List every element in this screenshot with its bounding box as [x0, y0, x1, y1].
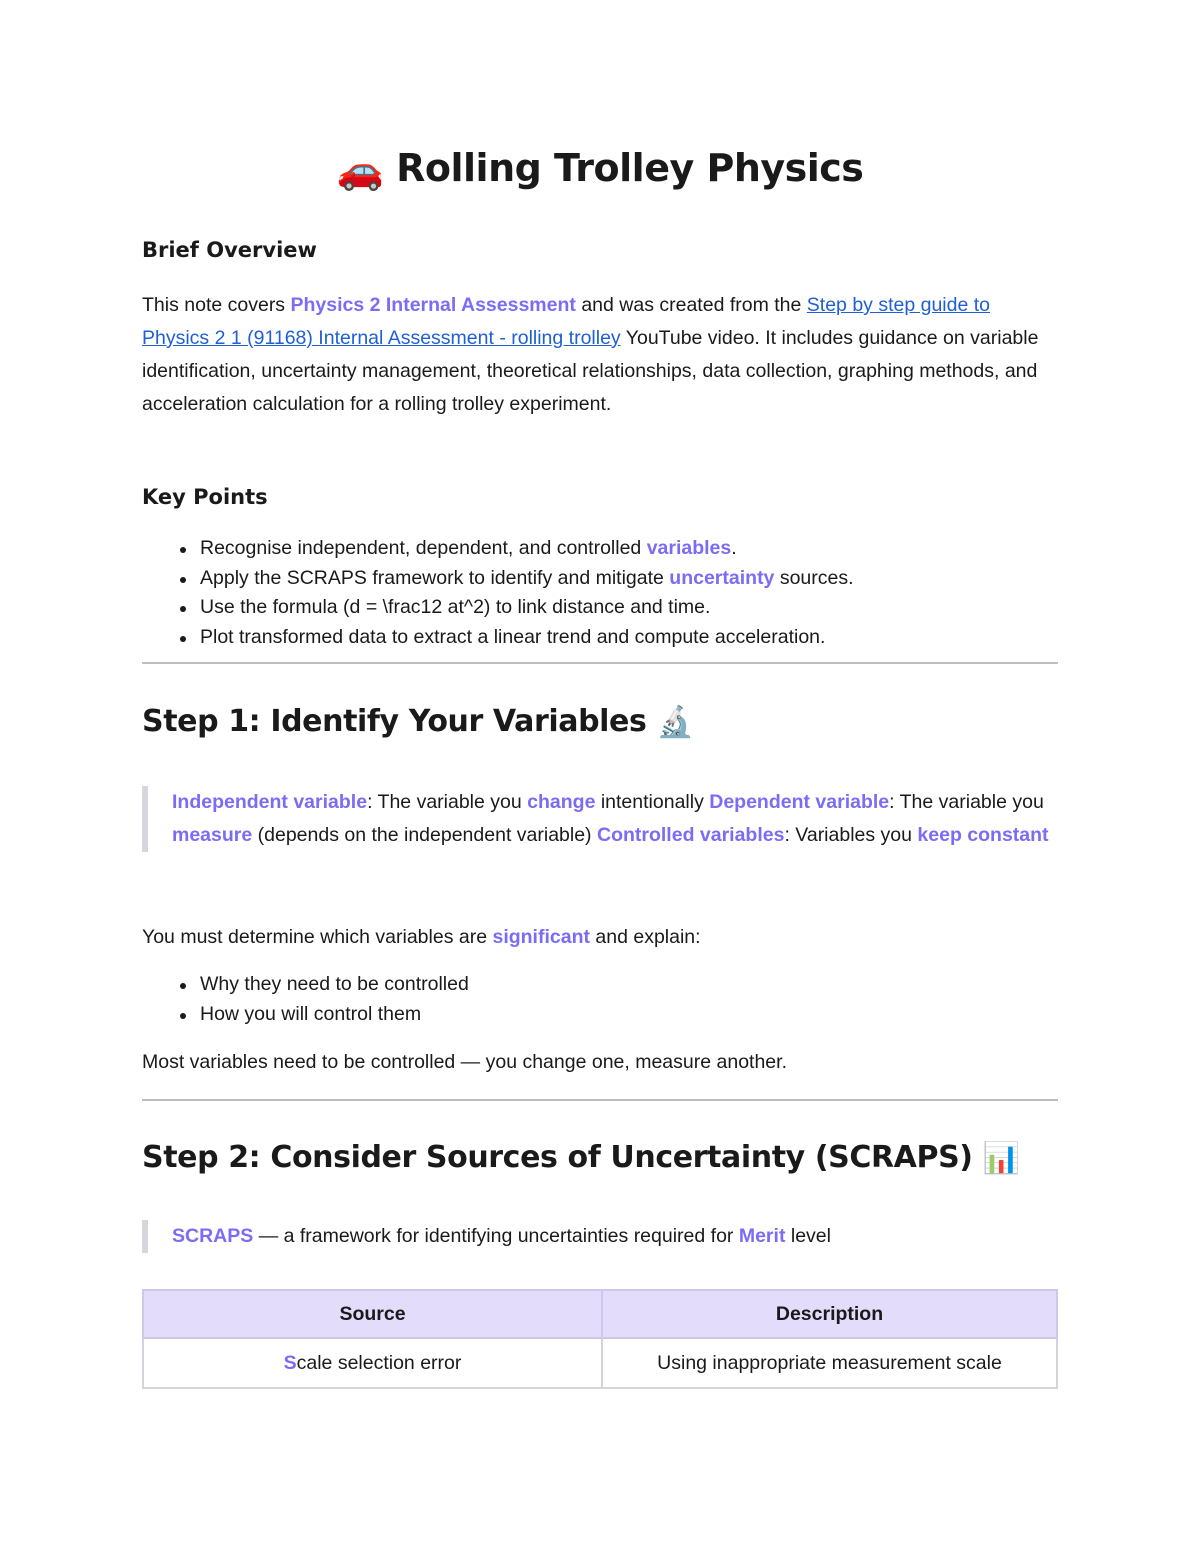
microscope-icon: 🔬: [656, 705, 694, 740]
callout-highlight: Merit: [738, 1225, 786, 1247]
scraps-callout: [142, 1220, 1058, 1253]
key-point-text: Apply the SCRAPS framework to identify and mitigate: [200, 566, 670, 589]
key-point-text: Recognise independent, dependent, and controlled: [200, 537, 647, 559]
column-header-source: Source: [143, 1290, 602, 1338]
list-item: [174, 564, 854, 594]
callout-text: — a framework for identifying uncertainties required for: [253, 1225, 739, 1247]
description-cell: Using inappropriate measurement scale: [602, 1338, 1057, 1388]
overview-text-3: YouTube video. It includes guidance on variable identification, uncertainty management, theoretical relationships, data collection, graphing methods, and acceleration calculation for a rolling trolley experiment.: [142, 327, 1039, 415]
callout-text: (depends on the independent variable): [252, 824, 597, 846]
section-divider: [142, 1099, 1058, 1101]
overview-heading: Brief Overview: [142, 238, 317, 262]
list-item: How you will control them: [174, 1000, 469, 1030]
list-item: [174, 623, 854, 653]
video-link[interactable]: Step by step guide to Physics 2 1 (91168) Internal Assessment - rolling trolley: [142, 294, 990, 349]
key-point-text: Plot transformed data to extract a linear trend and compute acceleration.: [200, 625, 826, 648]
callout-text: : The variable you: [367, 791, 528, 813]
paragraph-text-post: and explain:: [589, 926, 701, 948]
page-title: [142, 146, 1058, 193]
callout-text: : The variable you: [889, 791, 1044, 813]
page-title-text: Rolling Trolley Physics: [396, 146, 864, 190]
step1-heading-text: Step 1: Identify Your Variables: [142, 704, 647, 739]
section-divider: [142, 662, 1058, 664]
list-item: [174, 593, 854, 623]
column-header-description: Description: [602, 1290, 1057, 1338]
step2-heading: [142, 1140, 1020, 1176]
callout-highlight: measure: [172, 824, 253, 846]
source-cell: [143, 1338, 602, 1388]
step1-heading: [142, 704, 693, 740]
paragraph-text: You must determine which variables are: [142, 926, 493, 948]
controlled-summary: Most variables need to be controlled — you change one, measure another.: [142, 1051, 787, 1073]
table-row: [143, 1338, 1057, 1388]
key-point-highlight: uncertainty: [669, 566, 775, 589]
callout-highlight: SCRAPS: [172, 1225, 254, 1247]
callout-highlight: change: [527, 791, 596, 813]
list-item: [174, 534, 854, 564]
variables-callout: [142, 786, 1058, 852]
overview-paragraph: [142, 289, 1058, 421]
overview-highlight: Physics 2 Internal Assessment: [290, 294, 576, 316]
scraps-table: [142, 1289, 1058, 1389]
bar-chart-icon: 📊: [982, 1141, 1020, 1176]
key-points-list: [174, 534, 854, 652]
table-header-row: [143, 1290, 1057, 1338]
control-list: [174, 970, 469, 1029]
source-text: cale selection error: [296, 1351, 462, 1374]
car-icon: 🚗: [336, 148, 384, 192]
significant-paragraph: [142, 921, 1058, 954]
key-point-text-post: .: [731, 537, 737, 559]
key-point-highlight: variables: [646, 537, 732, 559]
overview-text-2: and was created from the: [575, 294, 807, 316]
key-point-text: Use the formula (d = \frac12 at^2) to link distance and time.: [200, 596, 711, 618]
callout-text: level: [785, 1225, 831, 1247]
overview-text-1: This note covers: [142, 294, 291, 316]
callout-text: intentionally: [595, 791, 710, 813]
list-item: Why they need to be controlled: [174, 970, 469, 1000]
callout-text: : Variables you: [784, 824, 918, 846]
key-points-heading: Key Points: [142, 485, 268, 509]
callout-highlight: Dependent variable: [709, 791, 890, 813]
callout-highlight: Controlled variables: [596, 824, 785, 846]
callout-highlight: keep constant: [917, 824, 1049, 846]
paragraph-highlight: significant: [492, 926, 590, 948]
step2-heading-text: Step 2: Consider Sources of Uncertainty (SCRAPS): [142, 1140, 973, 1175]
key-point-text-post: sources.: [774, 566, 854, 589]
source-initial: S: [283, 1351, 297, 1374]
callout-highlight: Independent variable: [172, 791, 368, 813]
